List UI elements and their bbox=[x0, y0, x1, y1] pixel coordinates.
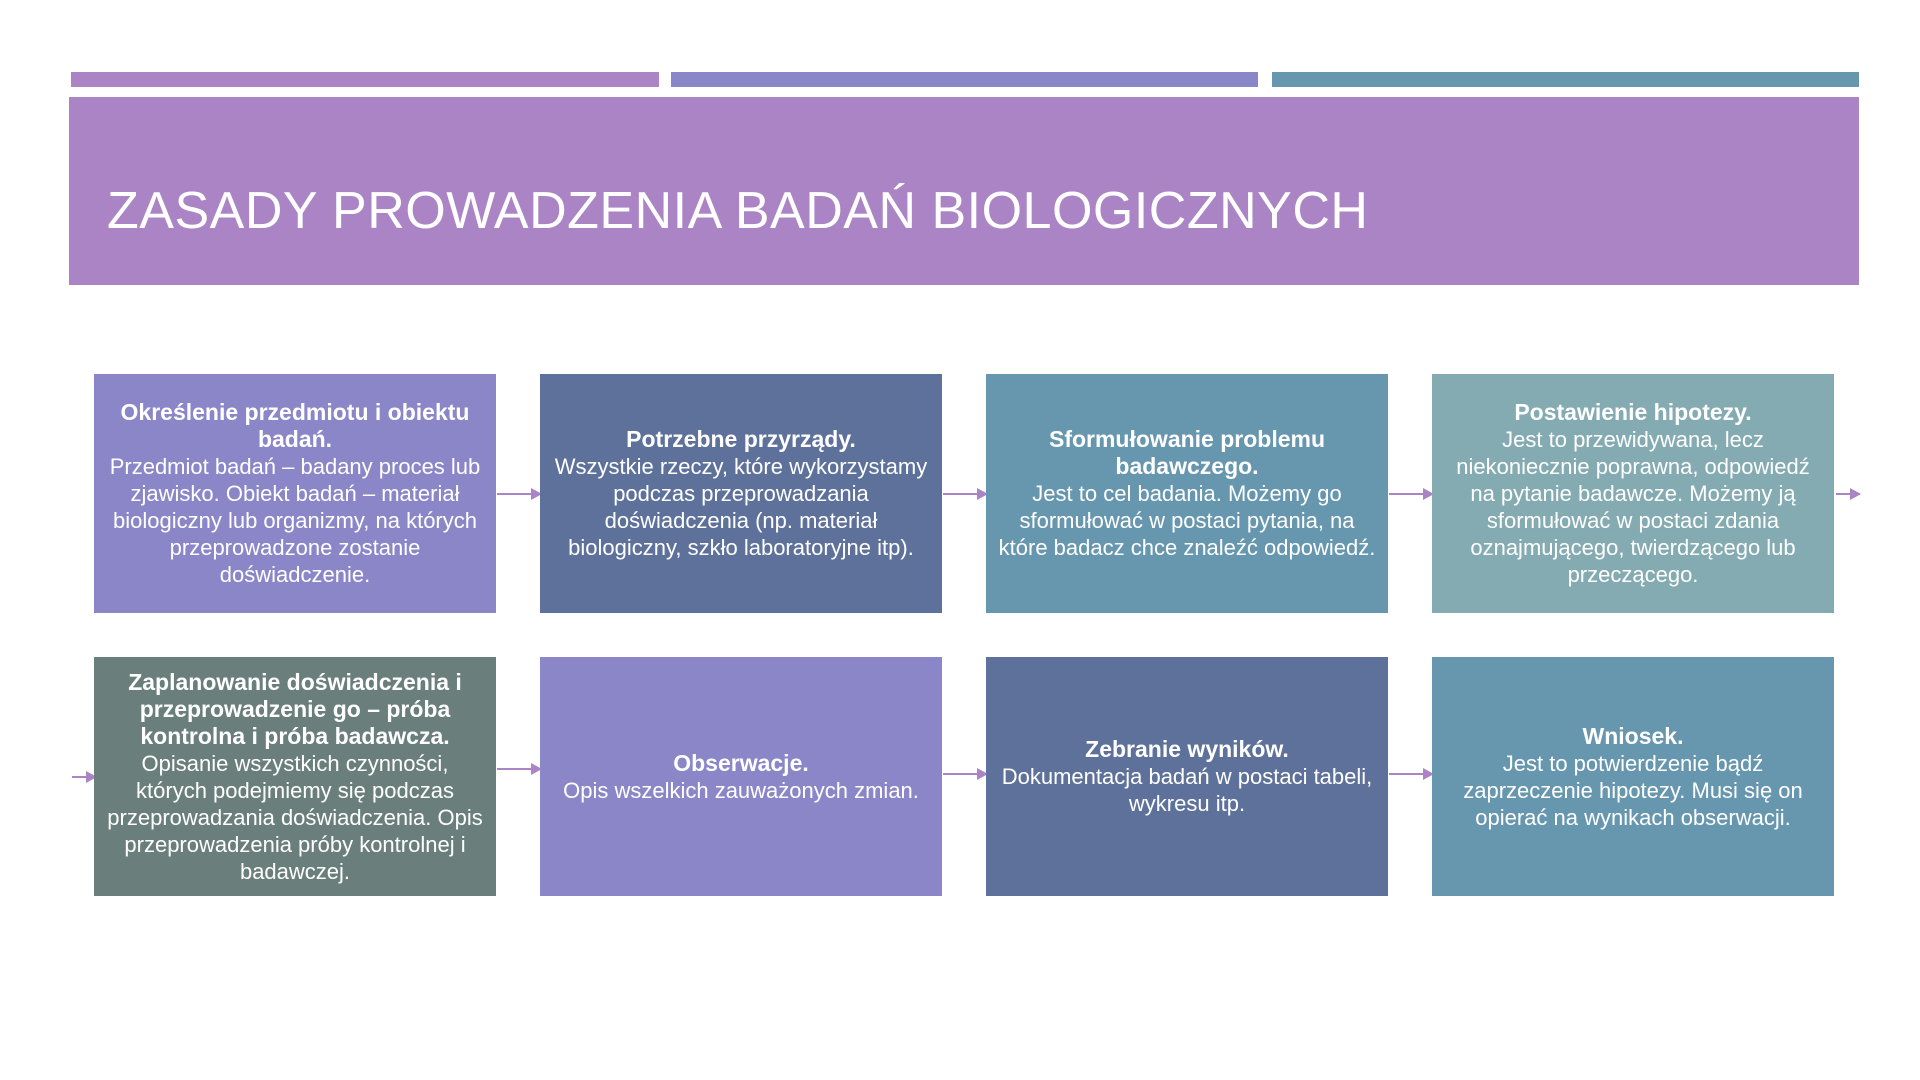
arrow-connector bbox=[1389, 773, 1433, 775]
step-box-problem bbox=[986, 374, 1388, 613]
step-text: Opis wszelkich zauważonych zmian. bbox=[563, 777, 919, 803]
step-title: Określenie przedmiotu i obiektu badań. bbox=[120, 399, 470, 452]
step-title: Zebranie wyników. bbox=[1085, 736, 1289, 762]
step-box-observations bbox=[540, 657, 942, 896]
top-bar-violet bbox=[671, 72, 1258, 87]
step-box-hypothesis bbox=[1432, 374, 1834, 613]
step-text: Jest to cel badania. Możemy go sformułować w postaci pytania, na które badacz chce znaleźć odpowiedź. bbox=[998, 481, 1376, 560]
arrow-connector bbox=[943, 493, 987, 495]
arrow-connector bbox=[943, 773, 987, 775]
slide-title: ZASADY PROWADZENIA BADAŃ BIOLOGICZNYCH bbox=[107, 182, 1369, 240]
step-title: Obserwacje. bbox=[673, 749, 809, 776]
step-box-experiment bbox=[94, 657, 496, 896]
step-text: Dokumentacja badań w postaci tabeli, wykresu itp. bbox=[1001, 764, 1373, 816]
step-title: Postawienie hipotezy. bbox=[1514, 399, 1752, 425]
arrow-connector bbox=[497, 493, 541, 495]
step-box-subject bbox=[94, 374, 496, 613]
step-title: Sformułowanie problemu badawczego. bbox=[1048, 426, 1326, 479]
title-banner bbox=[69, 97, 1859, 285]
step-title: Wniosek. bbox=[1582, 722, 1684, 749]
step-text: Jest to przewidywana, lecz niekoniecznie poprawna, odpowiedź na pytanie badawcze. Możemy ją sformułować w postaci zdania oznajmującego, twierdzącego lub przeczącego. bbox=[1456, 427, 1810, 587]
step-title: Potrzebne przyrządy. bbox=[626, 426, 856, 452]
arrow-connector bbox=[1389, 493, 1433, 495]
arrow-connector-wrap-out bbox=[1836, 493, 1860, 495]
top-bar-purple bbox=[71, 72, 659, 87]
step-box-conclusion bbox=[1432, 657, 1834, 896]
step-text: Opisanie wszystkich czynności, których podejmiemy się podczas przeprowadzania doświadczenia. Opis przeprowadzenia próby kontrolnej i badawczej. bbox=[107, 750, 483, 884]
arrow-connector bbox=[497, 768, 541, 770]
step-text: Jest to potwierdzenie bądź zaprzeczenie hipotezy. Musi się on opierać na wynikach obserwacji. bbox=[1463, 750, 1803, 830]
top-bar-teal bbox=[1272, 72, 1859, 87]
step-title: Zaplanowanie doświadczenia i przeprowadzenie go – próba kontrolna i próba badawcza. bbox=[128, 668, 462, 749]
arrow-connector-wrap-in bbox=[72, 776, 96, 778]
step-text: Wszystkie rzeczy, które wykorzystamy podczas przeprowadzania doświadczenia (np. materiał biologiczny, szkło laboratoryjne itp). bbox=[554, 454, 928, 560]
step-box-instruments bbox=[540, 374, 942, 613]
step-box-results bbox=[986, 657, 1388, 896]
step-text: Przedmiot badań – badany proces lub zjawisko. Obiekt badań – materiał biologiczny lub organizmy, na których przeprowadzone zostanie doświadczenie. bbox=[109, 454, 481, 587]
